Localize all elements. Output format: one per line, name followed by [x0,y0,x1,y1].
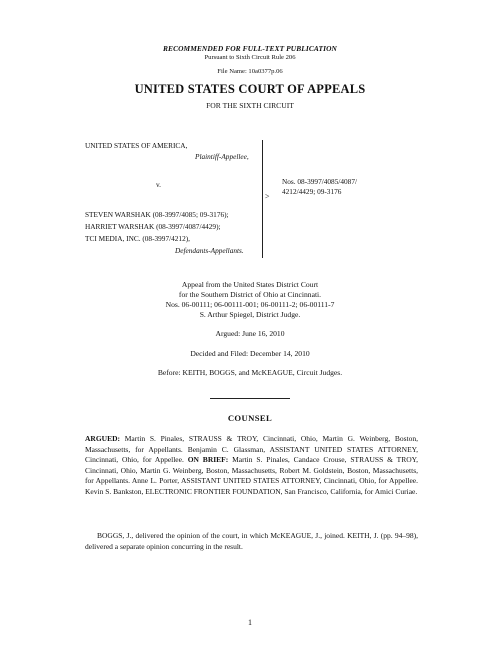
bracket-arrow: > [265,192,270,201]
case-numbers-line1: Nos. 08-3997/4085/4087/ [282,177,357,186]
counsel-paragraph [85,434,418,498]
case-numbers-line2: 4212/4429; 09-3176 [282,187,342,196]
defendant-role: Defendants-Appellants. [175,246,244,255]
plaintiff-name: UNITED STATES OF AMERICA, [85,141,188,150]
rule-citation: Pursuant to Sixth Circuit Rule 206 [204,54,296,61]
argued-date: Argued: June 16, 2010 [215,329,285,338]
circuit-name: FOR THE SIXTH CIRCUIT [206,101,294,110]
argued-text: Martin S. Pinales, STRAUSS & TROY, Cincinnati, Ohio, Martin G. Weinberg, Boston, Massachusetts, for Appellants. Benjamin C. Glassman, ASSISTANT UNITED STATES ATTORNEY, Cincinnati, Ohio, for Appellee. [85,434,419,465]
caption-bracket [262,140,263,258]
plaintiff-role: Plaintiff-Appellee, [195,152,249,161]
file-name: File Name: 10a0377p.06 [217,68,283,75]
panel-judges: Before: KEITH, BOGGS, and McKEAGUE, Circuit Judges. [157,368,343,377]
defendant-2: HARRIET WARSHAK (08-3997/4087/4429); [85,222,221,231]
versus: v. [156,180,161,189]
opinion-attribution: BOGGS, J., delivered the opinion of the court, in which McKEAGUE, J., joined. KEITH, J. (pp. 94–98), delivered a separate opinion concurring in the result. [85,531,418,551]
defendant-3: TCI MEDIA, INC. (08-3997/4212), [85,234,190,243]
on-brief-label: ON BRIEF: [187,455,229,465]
court-title: UNITED STATES COURT OF APPEALS [134,82,366,96]
on-brief-text: Martin S. Pinales, Candace Crouse, STRAUSS & TROY, Cincinnati, Ohio, Martin G. Weinberg, Boston, Massachusetts, Robert M. Goldstein, Boston, Massachusetts, for Appellants. Anne L. Porter, ASSISTANT UNITED STATES ATTORNEY, Cincinnati, Ohio, for Appellee. Kevin S. Bankston, ELECTRONIC FRONTIER FOUNDATION, San Francisco, California, for Amici Curiae. [85,455,418,496]
publication-notice: RECOMMENDED FOR FULL-TEXT PUBLICATION [163,44,337,53]
argued-label: ARGUED: [85,434,120,443]
decided-date: Decided and Filed: December 14, 2010 [190,349,310,358]
appeal-line1: Appeal from the United States District Court [181,280,319,289]
appeal-line2: for the Southern District of Ohio at Cincinnati. [178,290,322,299]
appeal-line4: S. Arthur Spiegel, District Judge. [199,310,301,319]
appeal-line3: Nos. 06-00111; 06-00111-001; 06-00111-2; 06-00111-7 [165,300,335,309]
counsel-heading: COUNSEL [227,413,273,423]
page-number: 1 [248,618,252,627]
defendant-1: STEVEN WARSHAK (08-3997/4085; 09-3176); [85,210,229,219]
divider-rule [210,398,290,399]
